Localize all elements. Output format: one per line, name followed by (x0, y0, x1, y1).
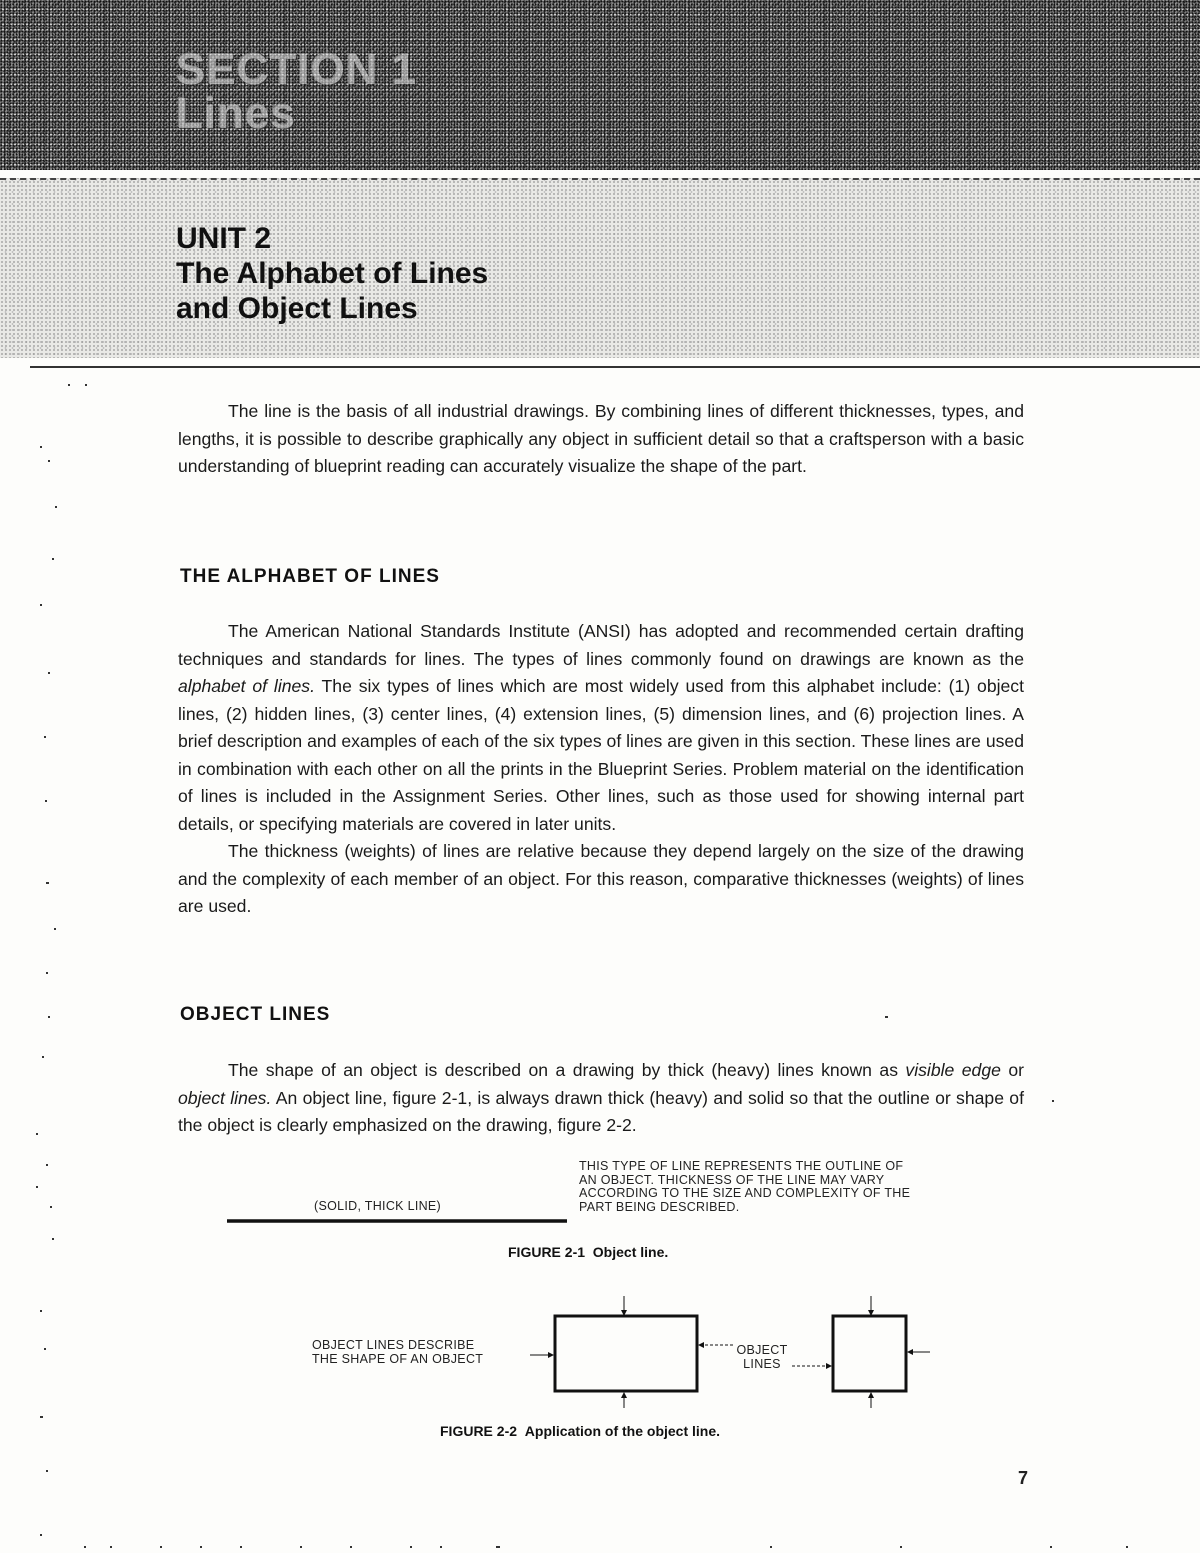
solid-thick-line-label: (SOLID, THICK LINE) (314, 1199, 442, 1213)
alphabet-para1-text-b: The six types of lines which are most widely used from this alphabet include: (1) object lines, (2) hidden lines, (3) center lines, (4) extension lines, (5) dimension lines, and (6) projection lines. A brief description and examples of each of the six types of lines are given in this section. These lines are used in combination with each other on all the prints in the Blueprint Series. Problem material on the identification of lines is included in the Assignment Series. Other lines, such as those used for showing internal part details, or specifying materials are covered in later units. (178, 676, 1024, 834)
alphabet-paragraph-2: The thickness (weights) of lines are relative because they depend largely on the size of the drawing and the complexity of each member of an object. For this reason, comparative thicknesses (weights) of lines are used. (178, 841, 1024, 916)
figure-2-1-number: FIGURE 2-1 (508, 1244, 586, 1260)
figure-2-2-caption (440, 1423, 720, 1439)
figure-2-1-caption-text: Object line. (592, 1244, 669, 1260)
left-label-line-2: THE SHAPE OF AN OBJECT (312, 1351, 484, 1366)
object-para-text-a: The shape of an object is described on a drawing by thick (heavy) lines known as (228, 1060, 906, 1080)
note-line-1: THIS TYPE OF LINE REPRESENTS THE OUTLINE OF (579, 1159, 904, 1173)
object-lines-heading: OBJECT LINES (180, 1004, 331, 1025)
object-lines-term: object lines. (178, 1087, 272, 1108)
section-label: SECTION 1 (176, 45, 418, 94)
figure-2-2-number: FIGURE 2-2 (440, 1423, 518, 1439)
note-line-3: ACCORDING TO THE SIZE AND COMPLEXITY OF THE (579, 1186, 911, 1200)
unit-title-line-2: and Object Lines (176, 292, 418, 325)
alphabet-term: alphabet of lines. (178, 676, 315, 696)
section-title: Lines (176, 89, 296, 138)
object-rectangle-large (555, 1316, 697, 1391)
unit-title-line-1: The Alphabet of Lines (176, 257, 489, 290)
page-number: 7 (1018, 1468, 1029, 1488)
visible-edge-term: visible edge (905, 1060, 1001, 1080)
note-line-2: AN OBJECT. THICKNESS OF THE LINE MAY VARY (579, 1172, 885, 1187)
center-label-line-1: OBJECT (736, 1343, 788, 1357)
object-para-text-b: or (1000, 1060, 1024, 1080)
left-label-line-1: OBJECT LINES DESCRIBE (312, 1338, 475, 1352)
figure-2-2-caption-text: Application of the object line. (524, 1423, 721, 1439)
intro-paragraph: The line is the basis of all industrial drawings. By combining lines of different thicknesses, types, and lengths, it is possible to describe graphically any object in sufficient detail so that a craftsperson with a basic understanding of blueprint reading can accurately visualize the shape of the part. (178, 401, 1024, 476)
note-line-4: PART BEING DESCRIBED. (579, 1199, 740, 1214)
unit-label: UNIT 2 (176, 222, 272, 255)
object-rectangle-small (833, 1316, 906, 1391)
alphabet-heading: THE ALPHABET OF LINES (180, 566, 440, 587)
alphabet-para1-text-a: The American National Standards Institute (ANSI) has adopted and recommended certain drafting techniques and standards for lines. The types of lines commonly found on drawings are known as the (178, 621, 1024, 669)
center-label-line-2: LINES (743, 1356, 781, 1371)
object-para-text-c: An object line, figure 2-1, is always drawn thick (heavy) and solid so that the outline or shape of the object is clearly emphasized on the drawing, figure 2-2. (178, 1087, 1024, 1135)
